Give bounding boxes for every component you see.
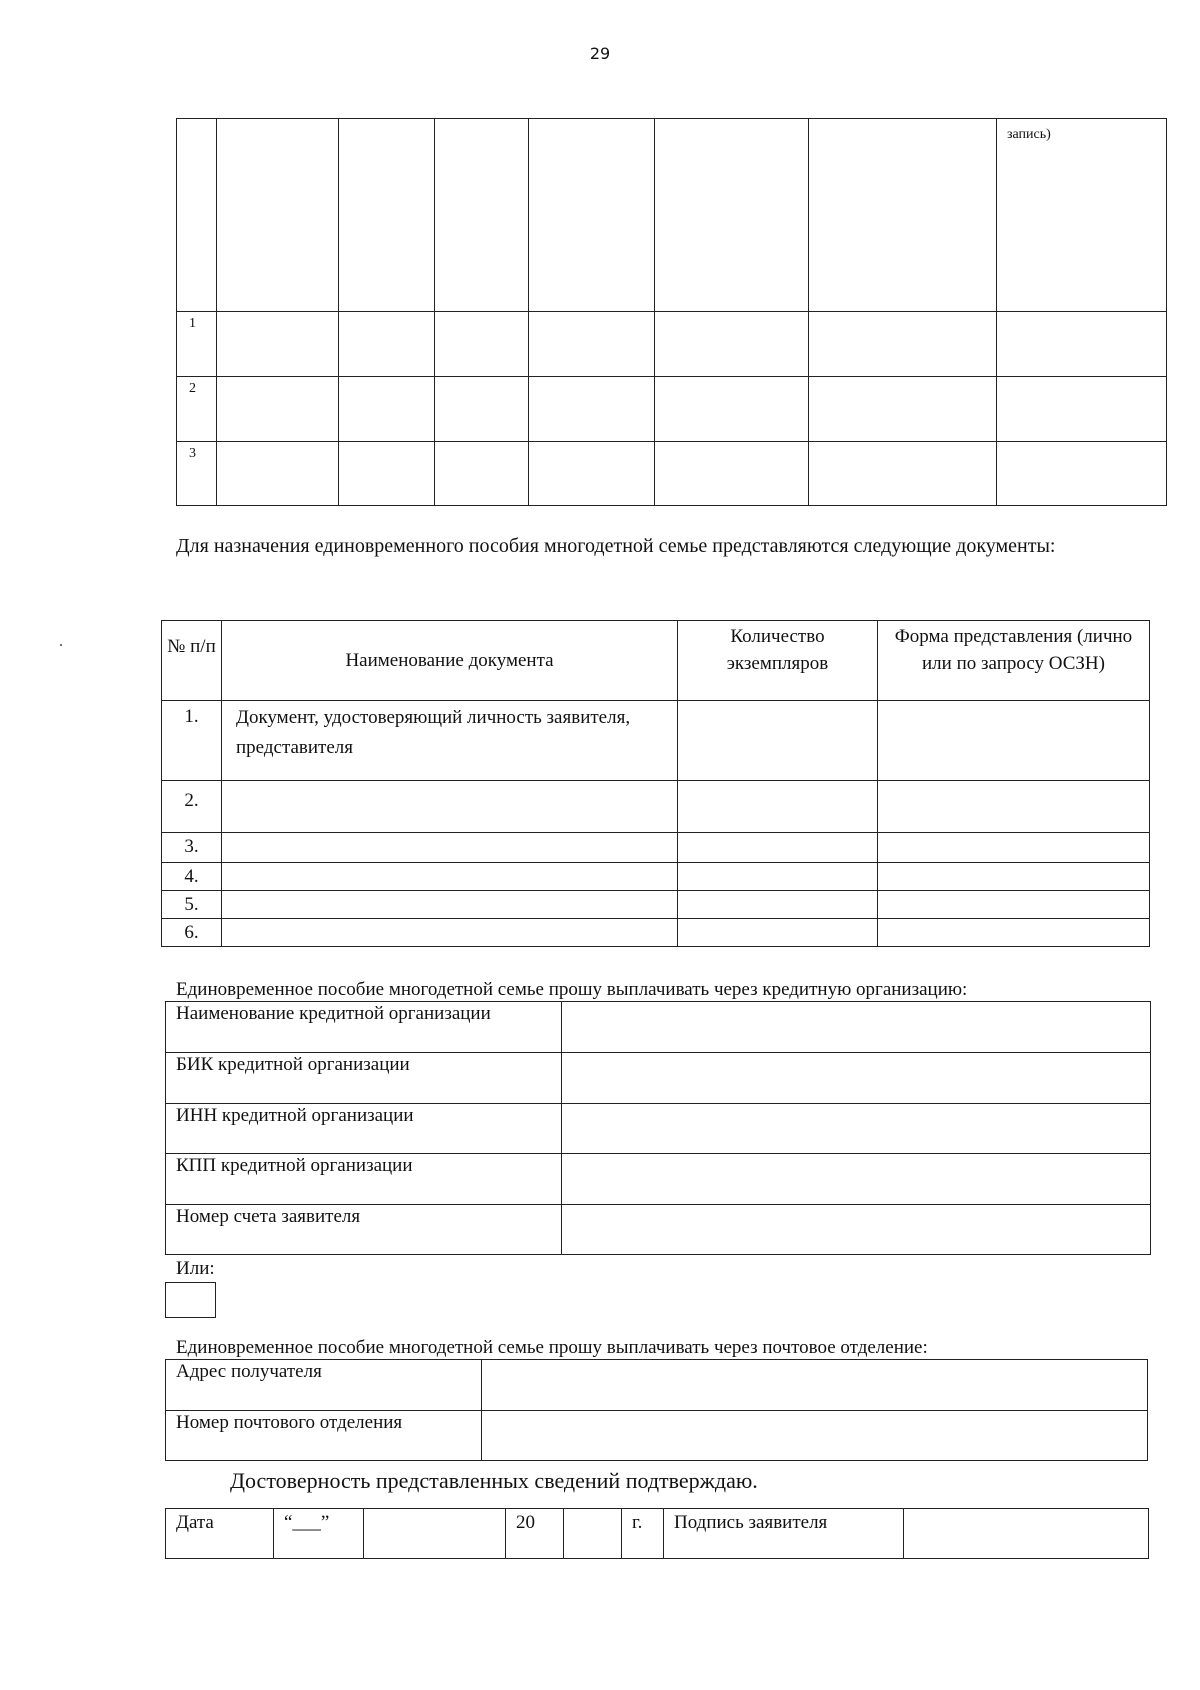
cell <box>655 119 809 312</box>
cell[interactable] <box>217 312 339 377</box>
inn-field[interactable] <box>562 1104 1151 1154</box>
day-field[interactable]: “___” <box>274 1509 364 1559</box>
doc-count-cell[interactable] <box>678 833 878 863</box>
cell[interactable] <box>809 312 997 377</box>
row-number: 1 <box>177 312 217 377</box>
doc-form-cell[interactable] <box>878 919 1150 947</box>
doc-row-number: 3. <box>162 833 222 863</box>
header-name: Наименование документа <box>222 621 678 701</box>
doc-name[interactable] <box>222 781 678 833</box>
kpp-field[interactable] <box>562 1154 1151 1205</box>
cell[interactable] <box>339 377 435 442</box>
cell <box>217 119 339 312</box>
doc-row-number: 2. <box>162 781 222 833</box>
post-office-number-label: Номер почтового отделения <box>166 1411 482 1461</box>
post-office-checkbox[interactable] <box>165 1282 216 1318</box>
cell <box>435 119 529 312</box>
cell <box>809 119 997 312</box>
doc-name[interactable] <box>222 919 678 947</box>
doc-count-cell[interactable] <box>678 701 878 781</box>
cell <box>177 119 217 312</box>
page-number: 29 <box>589 44 611 63</box>
cell[interactable] <box>217 377 339 442</box>
signature-label: Подпись заявителя <box>664 1509 904 1559</box>
bank-name-field[interactable] <box>562 1002 1151 1053</box>
cell[interactable] <box>339 312 435 377</box>
cell[interactable] <box>655 377 809 442</box>
doc-row-number: 5. <box>162 891 222 919</box>
doc-count-cell[interactable] <box>678 863 878 891</box>
doc-form-cell[interactable] <box>878 833 1150 863</box>
header-form: Форма представления (лично или по запросу ОСЗН) <box>878 621 1150 701</box>
account-number-label: Номер счета заявителя <box>166 1205 562 1255</box>
signature-table <box>165 1508 1149 1559</box>
cell[interactable] <box>529 442 655 506</box>
bik-label: БИК кредитной организации <box>166 1053 562 1104</box>
doc-row-number: 6. <box>162 919 222 947</box>
post-table <box>165 1359 1148 1461</box>
cell[interactable] <box>655 442 809 506</box>
header-count: Количество экземпляров <box>678 621 878 701</box>
recipient-address-label: Адрес получателя <box>166 1360 482 1411</box>
doc-form-cell[interactable] <box>878 781 1150 833</box>
header-note: запись) <box>997 119 1167 312</box>
cell[interactable] <box>809 442 997 506</box>
bik-field[interactable] <box>562 1053 1151 1104</box>
cell[interactable] <box>217 442 339 506</box>
cell[interactable] <box>529 312 655 377</box>
doc-count-cell[interactable] <box>678 919 878 947</box>
cell <box>339 119 435 312</box>
header-num: № п/п <box>162 621 222 701</box>
cell[interactable] <box>435 442 529 506</box>
confirmation-text: Достоверность представленных сведений подтверждаю. <box>230 1468 758 1493</box>
doc-form-cell[interactable] <box>878 701 1150 781</box>
cell[interactable] <box>997 377 1167 442</box>
kpp-label: КПП кредитной организации <box>166 1154 562 1205</box>
signature-field[interactable] <box>904 1509 1149 1559</box>
doc-name[interactable] <box>222 833 678 863</box>
cell[interactable] <box>529 377 655 442</box>
cell[interactable] <box>997 312 1167 377</box>
cell <box>529 119 655 312</box>
doc-row-number: 4. <box>162 863 222 891</box>
continued-table <box>176 118 1167 506</box>
year-suffix: г. <box>622 1509 664 1559</box>
doc-row-number: 1. <box>162 701 222 781</box>
account-number-field[interactable] <box>562 1205 1151 1255</box>
documents-table <box>161 620 1150 947</box>
bank-name-label: Наименование кредитной организации <box>166 1002 562 1053</box>
recipient-address-field[interactable] <box>482 1360 1148 1411</box>
post-office-number-field[interactable] <box>482 1411 1148 1461</box>
date-label: Дата <box>166 1509 274 1559</box>
row-number: 2 <box>177 377 217 442</box>
cell[interactable] <box>435 377 529 442</box>
cell[interactable] <box>339 442 435 506</box>
inn-label: ИНН кредитной организации <box>166 1104 562 1154</box>
doc-form-cell[interactable] <box>878 863 1150 891</box>
doc-form-cell[interactable] <box>878 891 1150 919</box>
cell[interactable] <box>435 312 529 377</box>
year-field[interactable] <box>564 1509 622 1559</box>
doc-count-cell[interactable] <box>678 891 878 919</box>
post-intro: Единовременное пособие многодетной семье прошу выплачивать через почтовое отделение: <box>176 1337 928 1358</box>
bank-table <box>165 1001 1151 1255</box>
month-field[interactable] <box>364 1509 506 1559</box>
row-number: 3 <box>177 442 217 506</box>
cell[interactable] <box>655 312 809 377</box>
scan-speck <box>60 644 62 646</box>
documents-intro: Для назначения единовременного пособия многодетной семье представляются следующие документы: <box>176 535 1056 557</box>
or-label: Или: <box>176 1258 215 1279</box>
doc-count-cell[interactable] <box>678 781 878 833</box>
cell[interactable] <box>809 377 997 442</box>
doc-name[interactable] <box>222 891 678 919</box>
cell[interactable] <box>997 442 1167 506</box>
doc-name[interactable] <box>222 863 678 891</box>
year-prefix: 20 <box>506 1509 564 1559</box>
bank-intro: Единовременное пособие многодетной семье прошу выплачивать через кредитную организацию: <box>176 979 968 1000</box>
doc-name: Документ, удостоверяющий личность заявителя, представителя <box>222 701 678 781</box>
